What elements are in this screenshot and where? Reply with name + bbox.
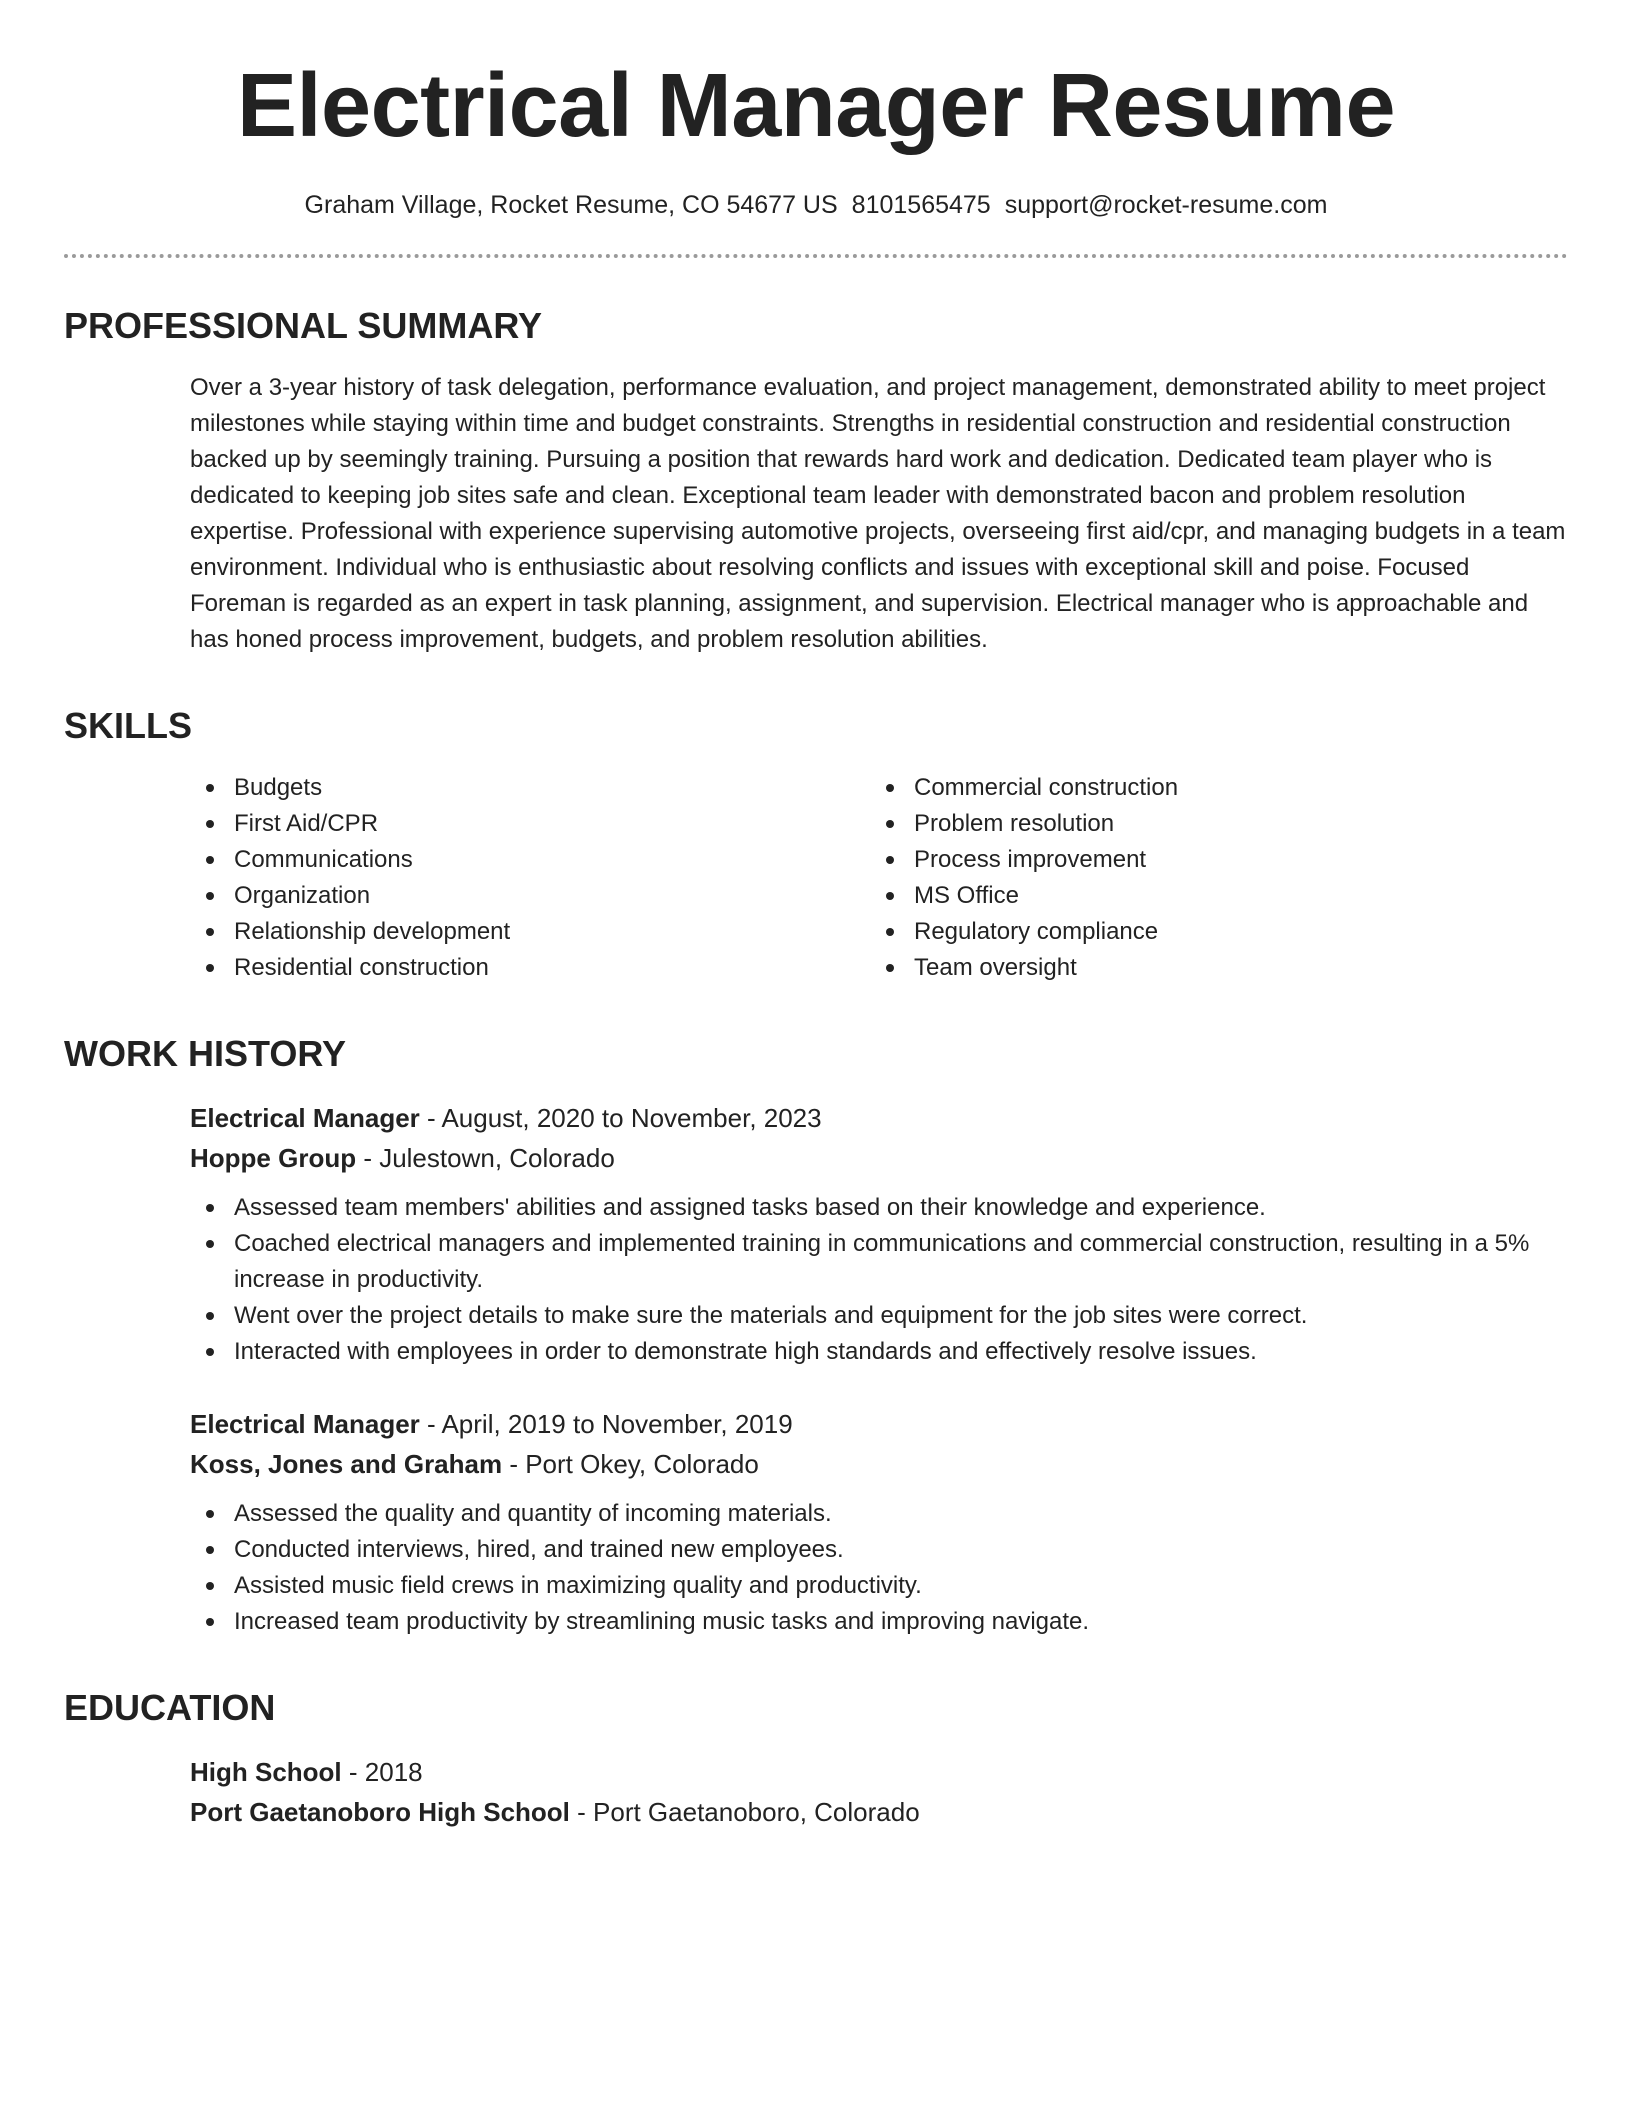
job-entry	[190, 1404, 1568, 1640]
work-history-body	[190, 1098, 1568, 1640]
job-company-line	[190, 1138, 1568, 1178]
job-role: Electrical Manager	[190, 1409, 420, 1439]
skills-section	[64, 706, 1568, 986]
resume-header	[64, 0, 1568, 258]
education-body	[190, 1752, 1568, 1832]
skill-item: Team oversight	[870, 950, 1550, 986]
job-company: Hoppe Group	[190, 1143, 357, 1173]
contact-line	[64, 190, 1568, 220]
work-history-heading: WORK HISTORY	[64, 1033, 347, 1074]
job-location: - Julestown, Colorado	[356, 1143, 615, 1173]
job-title-line	[190, 1404, 1568, 1444]
skill-item: Residential construction	[190, 950, 870, 986]
skill-item: Process improvement	[870, 842, 1550, 878]
job-dates: - August, 2020 to November, 2023	[419, 1103, 822, 1133]
education-location: - Port Gaetanoboro, Colorado	[569, 1797, 920, 1827]
education-degree-line	[190, 1752, 1568, 1792]
job-entry	[190, 1098, 1568, 1370]
header-divider	[64, 254, 1568, 258]
job-bullets	[190, 1190, 1568, 1370]
education-heading: EDUCATION	[64, 1687, 276, 1728]
job-company: Koss, Jones and Graham	[190, 1449, 503, 1479]
job-bullet: Assessed team members' abilities and assigned tasks based on their knowledge and experience.	[190, 1190, 1568, 1226]
contact-address: Graham Village, Rocket Resume, CO 54677 US	[304, 191, 838, 219]
skill-item: Communications	[190, 842, 870, 878]
education-school-line	[190, 1792, 1568, 1832]
summary-section	[64, 306, 1568, 658]
education-section	[64, 1688, 1568, 1832]
skill-item: Problem resolution	[870, 806, 1550, 842]
education-degree: High School	[190, 1757, 342, 1787]
job-title-line	[190, 1098, 1568, 1138]
skill-item: Budgets	[190, 770, 870, 806]
skills-column-left	[190, 770, 870, 986]
job-dates: - April, 2019 to November, 2019	[419, 1409, 793, 1439]
job-bullet: Increased team productivity by streamlining music tasks and improving navigate.	[190, 1604, 1568, 1640]
job-bullet: Interacted with employees in order to demonstrate high standards and effectively resolve issues.	[190, 1334, 1568, 1370]
job-company-line	[190, 1444, 1568, 1484]
education-year: - 2018	[341, 1757, 423, 1787]
skill-item: Organization	[190, 878, 870, 914]
skill-item: Relationship development	[190, 914, 870, 950]
contact-email: support@rocket-resume.com	[1004, 191, 1328, 219]
skills-heading: SKILLS	[64, 705, 193, 746]
work-history-section	[64, 1034, 1568, 1640]
summary-heading: PROFESSIONAL SUMMARY	[64, 305, 543, 346]
skill-item: Commercial construction	[870, 770, 1550, 806]
job-location: - Port Okey, Colorado	[502, 1449, 759, 1479]
resume-title: Electrical Manager Resume	[236, 56, 1396, 156]
skill-item: MS Office	[870, 878, 1550, 914]
contact-phone: 8101565475	[851, 191, 991, 219]
skill-item: Regulatory compliance	[870, 914, 1550, 950]
job-role: Electrical Manager	[190, 1103, 420, 1133]
job-bullet: Assisted music field crews in maximizing quality and productivity.	[190, 1568, 1568, 1604]
summary-text: Over a 3-year history of task delegation, performance evaluation, and project management, demonstrated ability to meet project milestones while staying within time and budget constraints. Strengths in residential construction and residential construction backed up by seemingly training. Pursuing a position that rewards hard work and dedication. Dedicated team player who is dedicated to keeping job sites safe and clean. Exceptional team leader with demonstrated bacon and problem resolution expertise. Professional with experience supervising automotive projects, overseeing first aid/cpr, and managing budgets in a team environment. Individual who is enthusiastic about resolving conflicts and issues with exceptional skill and poise. Focused Foreman is regarded as an expert in task planning, assignment, and supervision. Electrical manager who is approachable and has honed process improvement, budgets, and problem resolution abilities.	[190, 374, 1566, 653]
job-bullet: Assessed the quality and quantity of incoming materials.	[190, 1496, 1568, 1532]
skill-item: First Aid/CPR	[190, 806, 870, 842]
resume-page	[64, 0, 1568, 1832]
skills-column-right	[870, 770, 1550, 986]
skills-list	[190, 770, 1568, 986]
job-bullet: Conducted interviews, hired, and trained new employees.	[190, 1532, 1568, 1568]
job-bullet: Coached electrical managers and implemented training in communications and commercial construction, resulting in a 5% increase in productivity.	[190, 1226, 1568, 1298]
job-bullet: Went over the project details to make sure the materials and equipment for the job sites were correct.	[190, 1298, 1568, 1334]
job-bullets	[190, 1496, 1568, 1640]
education-school: Port Gaetanoboro High School	[190, 1797, 570, 1827]
